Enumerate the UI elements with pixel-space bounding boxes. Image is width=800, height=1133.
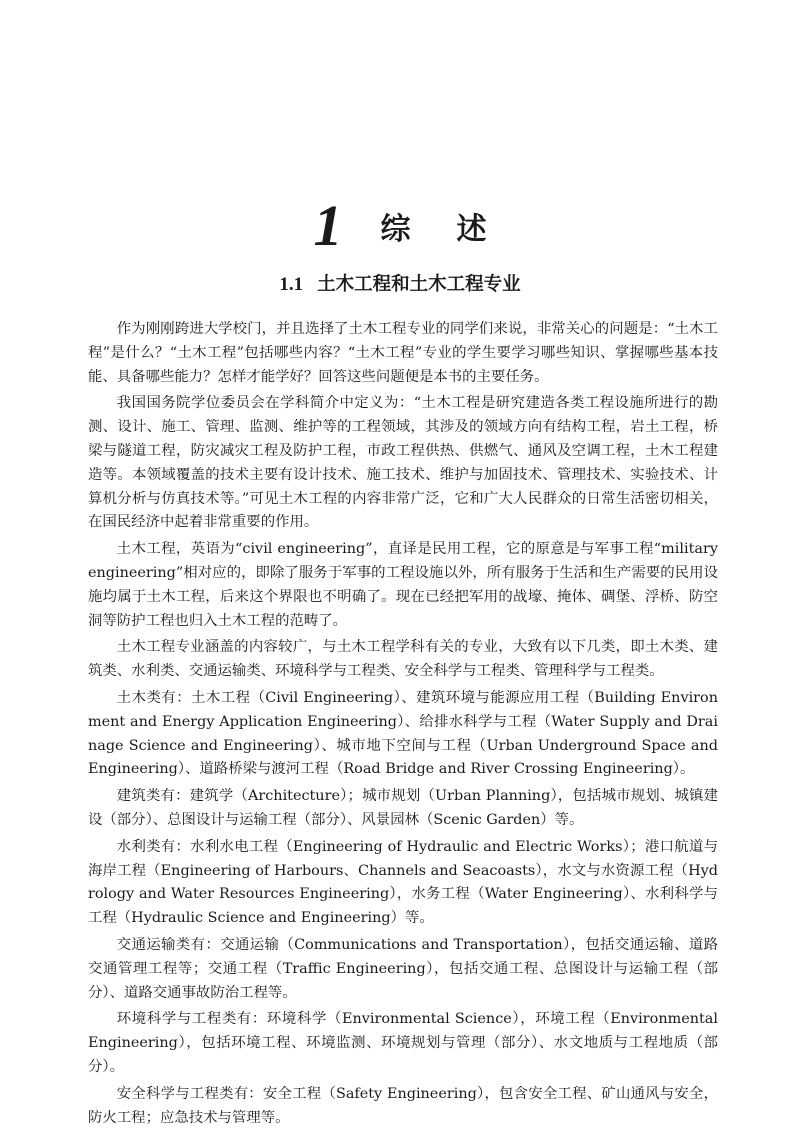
paragraph-safety-category: 安全科学与工程类有：安全工程（Safety Engineering），包含安全工程、矿山通风与安全，防火工程；应急技术与管理等。 bbox=[88, 1085, 718, 1126]
paragraph-architecture-category: 建筑类有：建筑学（Architecture）；城市规划（Urban Planning），包括城市规划、城镇建设（部分）、总图设计与运输工程（部分）、风景园林（Scenic Garden）等。 bbox=[88, 788, 718, 828]
paragraph-environmental-category: 环境科学与工程类有：环境科学（Environmental Science），环境工程（Environmental Engineering），包括环境工程、环境监测、环境规划与管理（部分）、水文地质与工程地质（部分）。 bbox=[88, 1011, 718, 1075]
chapter-number: 1 bbox=[313, 193, 343, 258]
paragraph-related-majors: 土木工程专业涵盖的内容较广，与土木工程学科有关的专业，大致有以下几类，即土木类、建筑类、水利类、交通运输类、环境科学与工程类、安全科学与工程类、管理科学与工程类。 bbox=[88, 639, 718, 680]
paragraph-intro: 作为刚刚跨进大学校门，并且选择了土木工程专业的同学们来说，非常关心的问题是：“土木工程”是什么？“土木工程”包括哪些内容？“土木工程”专业的学生要学习哪些知识、掌握哪些基本技能、具备哪些能力？怎样才能学好？回答这些问题便是本书的主要任务。 bbox=[88, 321, 718, 385]
chapter-title: 综述 bbox=[380, 212, 533, 247]
paragraph-definition: 我国国务院学位委员会在学科简介中定义为：“土木工程是研究建造各类工程设施所进行的勘测、设计、施工、管理、监测、维护等的工程领域，其涉及的领域方向有结构工程，岩土工程，桥梁与隧道工程，防灾减灾工程及防护工程，市政工程供热、供燃气、通风及空调工程，土木工程建造等。本领域覆盖的技术主要有设计技术、施工技术、维护与加固技术、管理技术、实验技术、计算机分析与仿真技术等。”可见土木工程的内容非常广泛，它和广大人民群众的日常生活密切相关，在国民经济中起着非常重要的作用。 bbox=[88, 395, 718, 531]
paragraph-civil-engineering: 土木工程，英语为“civil engineering”，直译是民用工程，它的原意是与军事工程“military engineering”相对应的，即除了服务于军事的工程设施以外，所有服务于生活和生产需要的民用设施均属于土木工程，后来这个界限也不明确了。现在已经把军用的战壕、掩体、碉堡、浮桥、防空洞等防护工程也归入土木工程的范畴了。 bbox=[88, 541, 718, 629]
paragraph-transportation-category: 交通运输类有：交通运输（Communications and Transportation），包括交通运输、道路交通管理工程等；交通工程（Traffic Engineering），包括交通工程、总图设计与运输工程（部分）、道路交通事故防治工程等。 bbox=[88, 936, 718, 1001]
section-heading bbox=[0, 272, 800, 298]
section-number: 1.1 bbox=[279, 274, 304, 295]
paragraph-civil-category: 土木类有：土木工程（Civil Engineering）、建筑环境与能源应用工程（Building Environment and Energy Application Engineering）、给排水科学与工程（Water Supply and Drainage Science and Engineering）、城市地下空间与工程（Urban Underground Space and Engineering）、道路桥梁与渡河工程（Road Bridge and River Crossing Engineering）。 bbox=[88, 689, 718, 778]
body-text bbox=[88, 318, 718, 1133]
section-title: 土木工程和土木工程专业 bbox=[317, 274, 521, 295]
chapter-heading bbox=[0, 193, 800, 258]
paragraph-hydraulic-category: 水利类有：水利水电工程（Engineering of Hydraulic and Electric Works）；港口航道与海岸工程（Engineering of Harbours、Channels and Seacoasts），水文与水资源工程（Hydrology and Water Resources Engineering），水务工程（Water Engineering）、水利科学与工程（Hydraulic Science and Engineering）等。 bbox=[88, 838, 718, 927]
